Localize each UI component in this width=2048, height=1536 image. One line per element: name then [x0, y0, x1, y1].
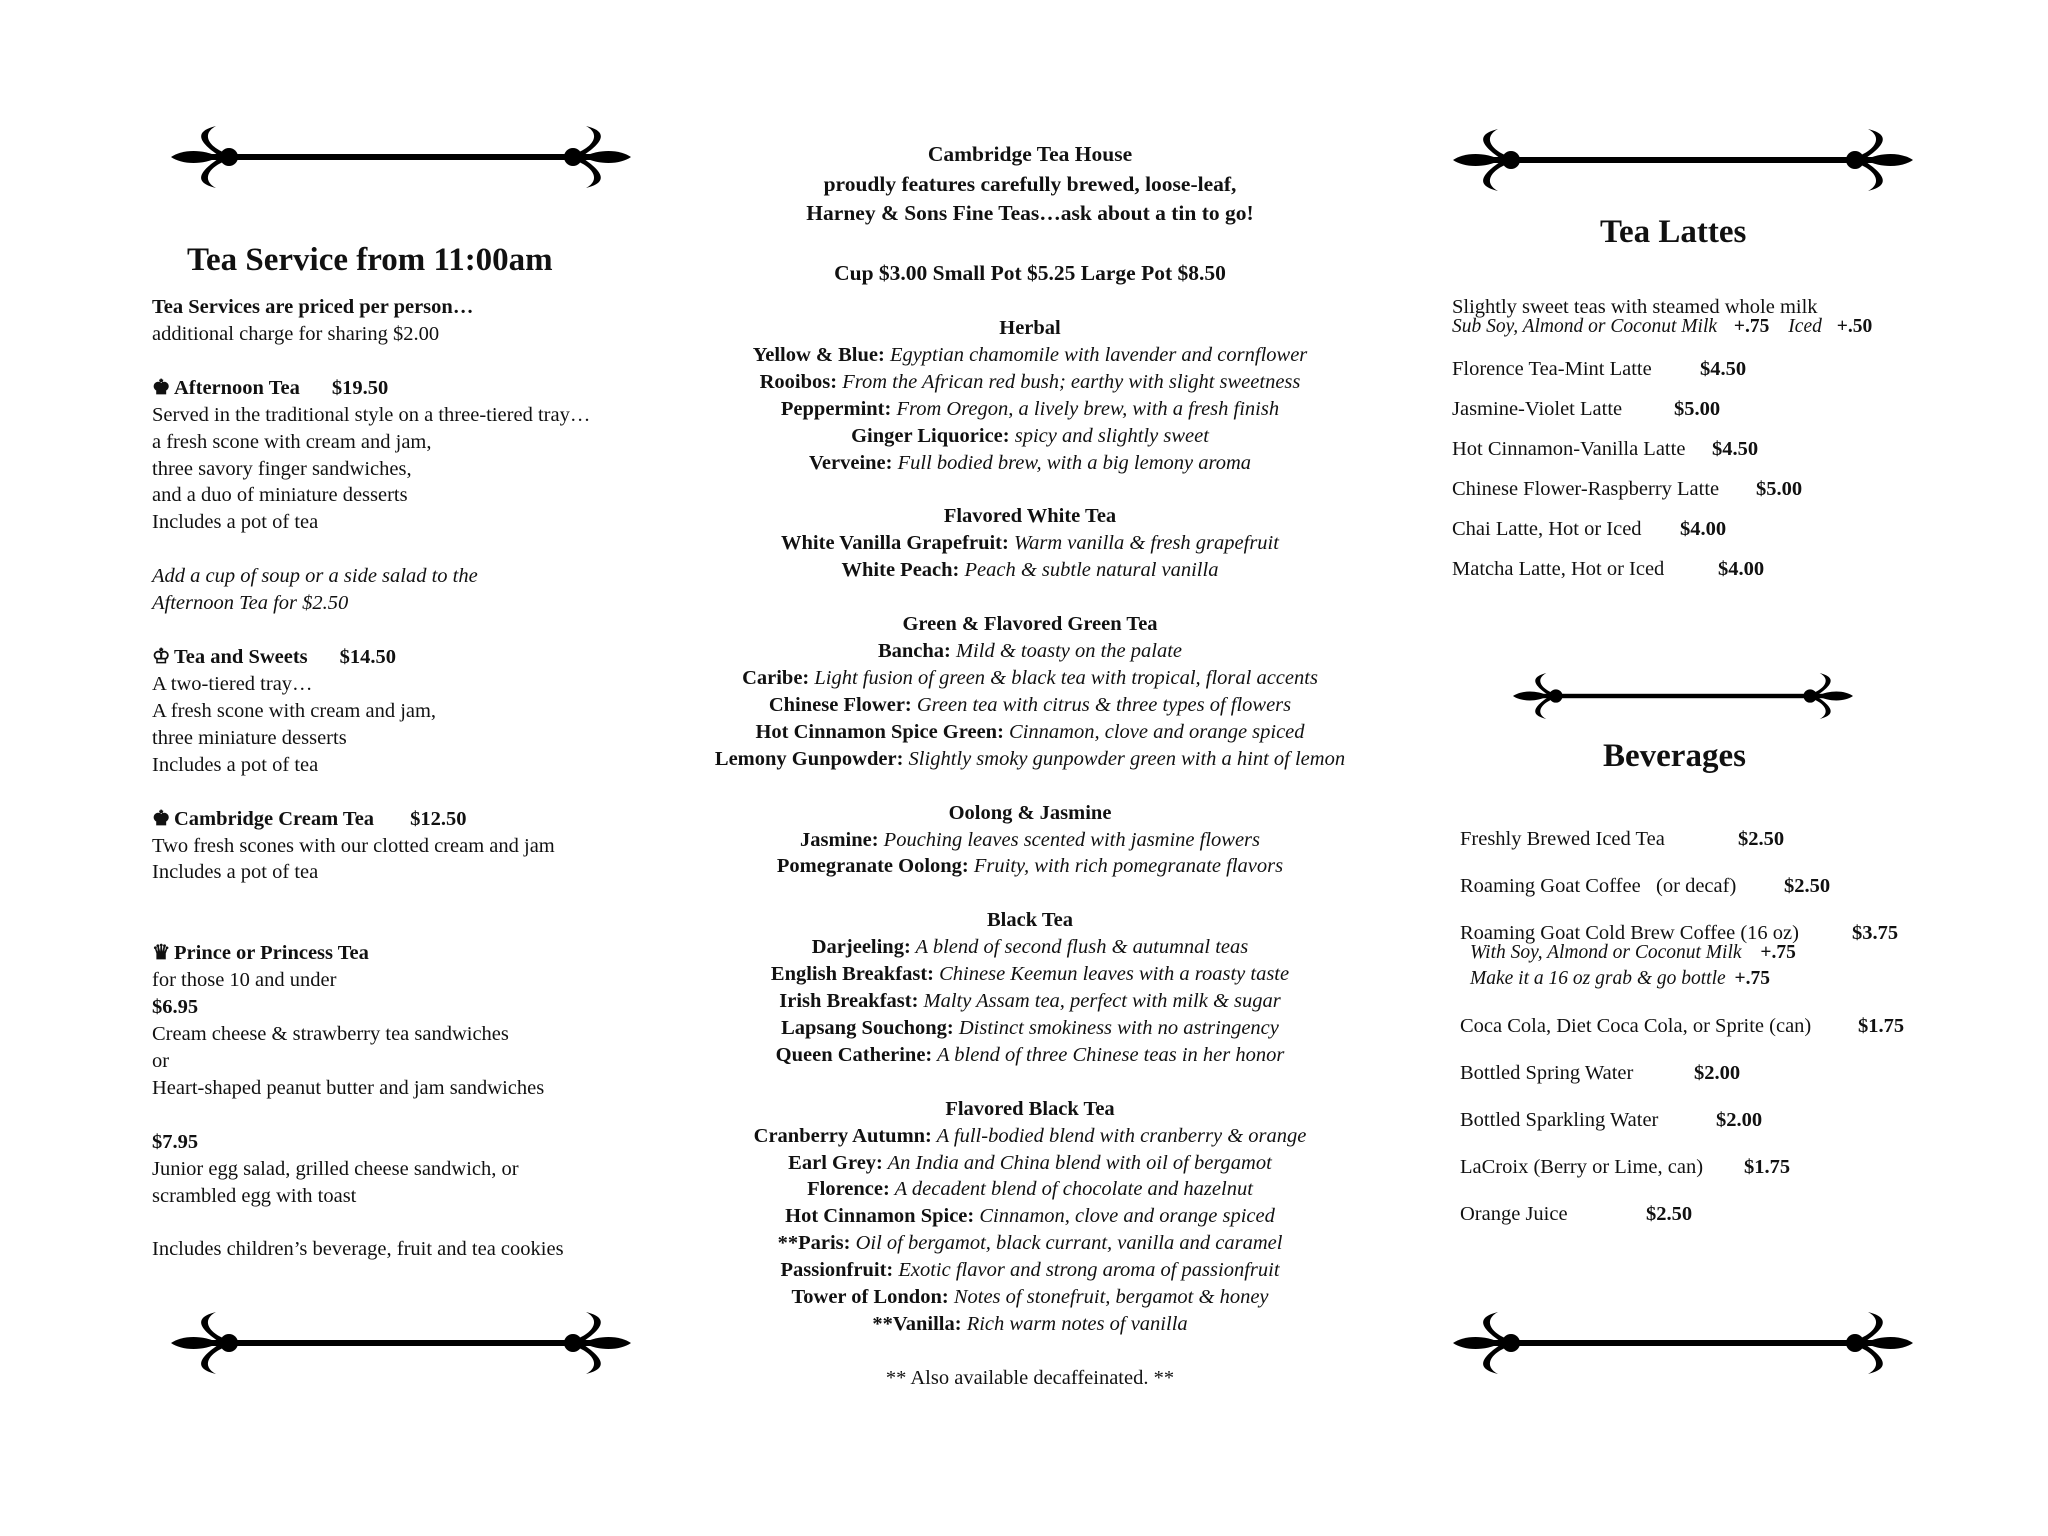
- ornament-divider-bottom-left: [171, 1310, 631, 1376]
- beverage-item: [1460, 1203, 1693, 1226]
- tea-description: Oil of bergamot, black currant, vanilla and caramel: [850, 1232, 1283, 1255]
- beverage-price: $1.75: [1858, 1015, 1905, 1037]
- iced-label: Iced: [1788, 316, 1822, 337]
- beverage-name: Roaming Goat Coffee (or decaf): [1460, 875, 1737, 897]
- cold-brew-option: [1470, 968, 1770, 990]
- tea-description: From the African red bush; earthy with slight sweetness: [837, 370, 1301, 393]
- latte-name: Chinese Flower-Raspberry Latte: [1452, 478, 1720, 500]
- beverage-name: Roaming Goat Cold Brew Coffee (16 oz): [1460, 922, 1799, 944]
- afternoon-addon: Add a cup of soup or a side salad to the: [152, 565, 478, 588]
- tea-name: Darjeeling:: [811, 936, 911, 959]
- tea-name: **Paris:: [777, 1232, 851, 1255]
- afternoon-line: a fresh scone with cream and jam,: [152, 430, 432, 453]
- tea-item: [690, 1015, 1370, 1042]
- tea-item: [690, 1230, 1370, 1257]
- tea-name: English Breakfast:: [770, 963, 934, 986]
- latte-name: Jasmine-Violet Latte: [1452, 398, 1623, 420]
- tea-description: spicy and slightly sweet: [1009, 424, 1209, 447]
- beverage-price: $2.50: [1646, 1203, 1693, 1225]
- tea-description: Mild & toasty on the palate: [950, 640, 1183, 663]
- latte-price: $4.50: [1712, 438, 1759, 460]
- tea-name: Caribe:: [742, 666, 810, 689]
- tea-description: From Oregon, a lively brew, with a fresh finish: [891, 397, 1280, 420]
- tea-description: Cinnamon, clove and orange spiced: [974, 1205, 1275, 1228]
- tea-item: [690, 934, 1370, 961]
- afternoon-tea-name: Afternoon Tea: [174, 376, 300, 399]
- latte-item: [1452, 398, 1721, 421]
- beverage-price: $2.50: [1738, 828, 1785, 850]
- tea-category-heading: Green & Flavored Green Tea: [902, 613, 1158, 636]
- tea-description: Distinct smokiness with no astringency: [953, 1016, 1279, 1039]
- tea-name: White Vanilla Grapefruit:: [781, 532, 1009, 555]
- beverage-item: [1460, 922, 1899, 945]
- tea-category-heading: Herbal: [999, 317, 1061, 339]
- afternoon-tea-price: $19.50: [331, 376, 389, 399]
- tea-item: [690, 1311, 1370, 1338]
- tea-item: [690, 369, 1370, 396]
- cream-tea-price: $12.50: [410, 807, 467, 830]
- latte-price: $5.00: [1674, 398, 1721, 420]
- tea-item: [690, 557, 1370, 584]
- tea-item: [690, 423, 1370, 450]
- prince-option: Cream cheese & strawberry tea sandwiches: [152, 1023, 509, 1046]
- prince-price-1: $6.95: [152, 996, 199, 1019]
- queen-crown-icon: ♛: [152, 942, 171, 965]
- tea-name: Verveine:: [808, 451, 893, 474]
- intro-sharing: additional charge for sharing $2.00: [152, 322, 440, 345]
- latte-price: $5.00: [1756, 478, 1803, 500]
- cream-line: Includes a pot of tea: [152, 861, 319, 884]
- tea-description: Rich warm notes of vanilla: [961, 1313, 1188, 1335]
- tea-description: Notes of stonefruit, bergamot & honey: [948, 1286, 1269, 1309]
- tea-description: Green tea with citrus & three types of flowers: [911, 693, 1292, 716]
- cold-brew-milk-label: With Soy, Almond or Coconut Milk: [1470, 942, 1742, 963]
- tea-and-sweets-heading: [152, 644, 692, 671]
- intro-bold: Tea Services are priced per person…: [152, 296, 474, 318]
- latte-price: $4.50: [1700, 358, 1747, 380]
- tea-description: Exotic flavor and strong aroma of passionfruit: [893, 1259, 1280, 1282]
- tea-name: Bancha:: [877, 640, 951, 663]
- tea-item: [690, 719, 1370, 746]
- tea-name: Jasmine:: [799, 828, 879, 851]
- tea-description: A decadent blend of chocolate and hazelnut: [889, 1178, 1253, 1201]
- beverage-item: [1460, 1015, 1905, 1038]
- prince-sub: for those 10 and under: [152, 969, 337, 992]
- tea-name: Queen Catherine:: [775, 1043, 933, 1066]
- decaf-footnote: ** Also available decaffeinated. **: [885, 1366, 1175, 1389]
- sweets-line: three miniature desserts: [152, 726, 347, 749]
- prince-option: Junior egg salad, grilled cheese sandwich, or: [152, 1157, 519, 1180]
- tea-and-sweets-name: Tea and Sweets: [174, 646, 308, 669]
- tea-name: Tower of London:: [791, 1286, 949, 1309]
- tea-description: Egyptian chamomile with lavender and cornflower: [884, 343, 1308, 366]
- milk-sub-label: Sub Soy, Almond or Coconut Milk: [1452, 316, 1718, 337]
- tea-description: Cinnamon, clove and orange spiced: [1003, 720, 1305, 743]
- lattes-note: Slightly sweet teas with steamed whole milk: [1452, 296, 1818, 318]
- latte-name: Florence Tea-Mint Latte: [1452, 358, 1652, 380]
- tea-description: Fruity, with rich pomegranate flavors: [968, 855, 1284, 878]
- beverage-price: $1.75: [1744, 1156, 1791, 1178]
- tea-service-column: [152, 240, 692, 1263]
- tea-name: Lemony Gunpowder:: [714, 747, 904, 770]
- beverage-name: Freshly Brewed Iced Tea: [1460, 828, 1665, 850]
- tea-description: Warm vanilla & fresh grapefruit: [1008, 532, 1279, 555]
- tea-description: Full bodied brew, with a big lemony aroma: [892, 451, 1252, 474]
- tea-item: [690, 1042, 1370, 1069]
- tea-name: Passionfruit:: [780, 1259, 894, 1282]
- tea-item: [690, 665, 1370, 692]
- house-tagline: Harney & Sons Fine Teas…ask about a tin to go!: [806, 201, 1254, 225]
- sweets-line: A fresh scone with cream and jam,: [152, 699, 437, 722]
- latte-item: [1452, 518, 1727, 541]
- beverage-name: LaCroix (Berry or Lime, can): [1460, 1156, 1704, 1178]
- tea-name: Lapsang Souchong:: [781, 1016, 954, 1039]
- tea-item: [690, 1150, 1370, 1177]
- tea-item: [690, 827, 1370, 854]
- afternoon-line: and a duo of miniature desserts: [152, 484, 408, 507]
- tea-prices: Cup $3.00 Small Pot $5.25 Large Pot $8.50: [834, 260, 1226, 285]
- tea-name: White Peach:: [841, 559, 960, 582]
- tea-description: A blend of second flush & autumnal teas: [910, 936, 1249, 959]
- tea-item: [690, 853, 1370, 880]
- iced-price: +.50: [1836, 316, 1873, 337]
- tea-item: [690, 638, 1370, 665]
- tea-name: Hot Cinnamon Spice:: [785, 1205, 975, 1228]
- king-crown-icon: ♚: [152, 807, 171, 830]
- tea-name: Ginger Liquorice:: [851, 424, 1010, 447]
- tea-description: Light fusion of green & black tea with tropical, floral accents: [809, 666, 1318, 689]
- latte-item: [1452, 358, 1747, 381]
- tea-description: Peach & subtle natural vanilla: [959, 559, 1219, 582]
- tea-name: Earl Grey:: [788, 1151, 883, 1174]
- house-tagline: proudly features carefully brewed, loose-leaf,: [823, 171, 1237, 196]
- ornament-divider-middle-right: [1513, 671, 1853, 721]
- beverage-name: Bottled Spring Water: [1460, 1062, 1634, 1084]
- latte-name: Hot Cinnamon-Vanilla Latte: [1452, 438, 1686, 460]
- milk-sub-price: +.75: [1733, 316, 1770, 337]
- tea-category-heading: Flavored White Tea: [943, 505, 1117, 528]
- beverage-price: $2.00: [1716, 1109, 1763, 1131]
- latte-name: Chai Latte, Hot or Iced: [1452, 518, 1642, 540]
- tea-item: [690, 1203, 1370, 1230]
- tea-description: Slightly smoky gunpowder green with a hint of lemon: [903, 747, 1346, 770]
- cold-brew-option: [1470, 942, 1796, 964]
- tea-category-heading: Black Tea: [986, 909, 1073, 932]
- beverage-item: [1460, 1156, 1791, 1179]
- latte-price: $4.00: [1718, 558, 1765, 580]
- afternoon-line: three savory finger sandwiches,: [152, 457, 412, 480]
- tea-item: [690, 692, 1370, 719]
- tea-name: Yellow & Blue:: [752, 343, 885, 366]
- tea-item: [690, 396, 1370, 423]
- beverage-item: [1460, 1062, 1741, 1085]
- tea-description: A blend of three Chinese teas in her honor: [932, 1043, 1285, 1066]
- tea-item: [690, 988, 1370, 1015]
- tea-description: Chinese Keemun leaves with a roasty taste: [934, 963, 1290, 986]
- tea-name: Florence:: [807, 1178, 890, 1201]
- latte-price: $4.00: [1680, 518, 1727, 540]
- tea-name: Cranberry Autumn:: [753, 1124, 932, 1147]
- tea-item: [690, 746, 1370, 773]
- ornament-divider-top-right: [1453, 127, 1913, 193]
- tea-name: Irish Breakfast:: [779, 990, 919, 1013]
- cream-tea-name: Cambridge Cream Tea: [174, 807, 375, 830]
- afternoon-line: Includes a pot of tea: [152, 511, 319, 534]
- cold-brew-bottle-label: Make it a 16 oz grab & go bottle: [1470, 968, 1726, 989]
- tea-item: [690, 342, 1370, 369]
- prince-tea-name: Prince or Princess Tea: [174, 942, 369, 965]
- tea-item: [690, 1123, 1370, 1150]
- prince-or: or: [152, 1049, 170, 1072]
- tea-categories: [690, 315, 1370, 1338]
- beverage-item: [1460, 875, 1831, 898]
- cream-line: Two fresh scones with our clotted cream and jam: [152, 834, 555, 857]
- latte-item: [1452, 558, 1765, 581]
- tea-item: [690, 1257, 1370, 1284]
- beverages-title: Beverages: [1603, 738, 1746, 774]
- tea-name: Peppermint:: [780, 397, 892, 420]
- tea-description: Malty Assam tea, perfect with milk & sugar: [918, 990, 1281, 1013]
- beverage-name: Coca Cola, Diet Coca Cola, or Sprite (can): [1460, 1015, 1812, 1037]
- tea-list-column: [690, 140, 1370, 1392]
- latte-name: Matcha Latte, Hot or Iced: [1452, 558, 1665, 580]
- tea-item: [690, 530, 1370, 557]
- sweets-line: A two-tiered tray…: [152, 672, 313, 695]
- tea-name: Pomegranate Oolong:: [776, 855, 969, 878]
- sweets-line: Includes a pot of tea: [152, 753, 319, 776]
- tea-item: [690, 1284, 1370, 1311]
- prince-option: scrambled egg with toast: [152, 1184, 357, 1207]
- tea-name: Hot Cinnamon Spice Green:: [755, 720, 1004, 743]
- beverage-price: $2.50: [1784, 875, 1831, 897]
- tea-service-title: Tea Service from 11:00am: [187, 242, 553, 278]
- tea-item: [690, 450, 1370, 477]
- cold-brew-milk-price: +.75: [1760, 942, 1796, 963]
- tea-name: **Vanilla:: [872, 1313, 962, 1335]
- crown-outline-icon: ♔: [152, 646, 171, 669]
- beverage-item: [1460, 1109, 1763, 1132]
- prince-tea-heading: [152, 940, 692, 967]
- afternoon-tea-heading: [152, 375, 692, 402]
- afternoon-line: Served in the traditional style on a three-tiered tray…: [152, 403, 591, 426]
- ornament-divider-top-left: [171, 124, 631, 190]
- beverage-price: $3.75: [1852, 922, 1899, 944]
- cream-tea-heading: [152, 806, 692, 833]
- cold-brew-bottle-price: +.75: [1734, 968, 1771, 989]
- tea-category-heading: Oolong & Jasmine: [948, 801, 1112, 824]
- king-crown-icon: ♚: [152, 376, 171, 399]
- prince-includes: Includes children’s beverage, fruit and tea cookies: [152, 1238, 564, 1261]
- latte-item: [1452, 438, 1759, 461]
- tea-name: Chinese Flower:: [768, 693, 912, 716]
- prince-price-2: $7.95: [152, 1130, 199, 1153]
- tea-category-heading: Flavored Black Tea: [945, 1097, 1115, 1120]
- beverage-item: [1460, 828, 1785, 851]
- tea-item: [690, 961, 1370, 988]
- tea-lattes-title: Tea Lattes: [1600, 214, 1747, 250]
- prince-option: Heart-shaped peanut butter and jam sandwiches: [152, 1076, 545, 1099]
- tea-name: Rooibos:: [759, 370, 838, 393]
- lattes-milk-sub: [1452, 316, 1872, 338]
- beverage-name: Bottled Sparkling Water: [1460, 1109, 1659, 1131]
- latte-item: [1452, 478, 1803, 501]
- ornament-divider-bottom-right: [1453, 1310, 1913, 1376]
- beverage-price: $2.00: [1694, 1062, 1741, 1084]
- tea-description: An India and China blend with oil of bergamot: [882, 1151, 1272, 1174]
- tea-and-sweets-price: $14.50: [339, 646, 397, 669]
- tea-description: A full-bodied blend with cranberry & orange: [931, 1124, 1307, 1147]
- house-name: Cambridge Tea House: [927, 142, 1133, 166]
- tea-description: Pouching leaves scented with jasmine flowers: [878, 828, 1261, 851]
- beverage-name: Orange Juice: [1460, 1203, 1568, 1225]
- afternoon-addon: Afternoon Tea for $2.50: [152, 592, 349, 615]
- tea-item: [690, 1176, 1370, 1203]
